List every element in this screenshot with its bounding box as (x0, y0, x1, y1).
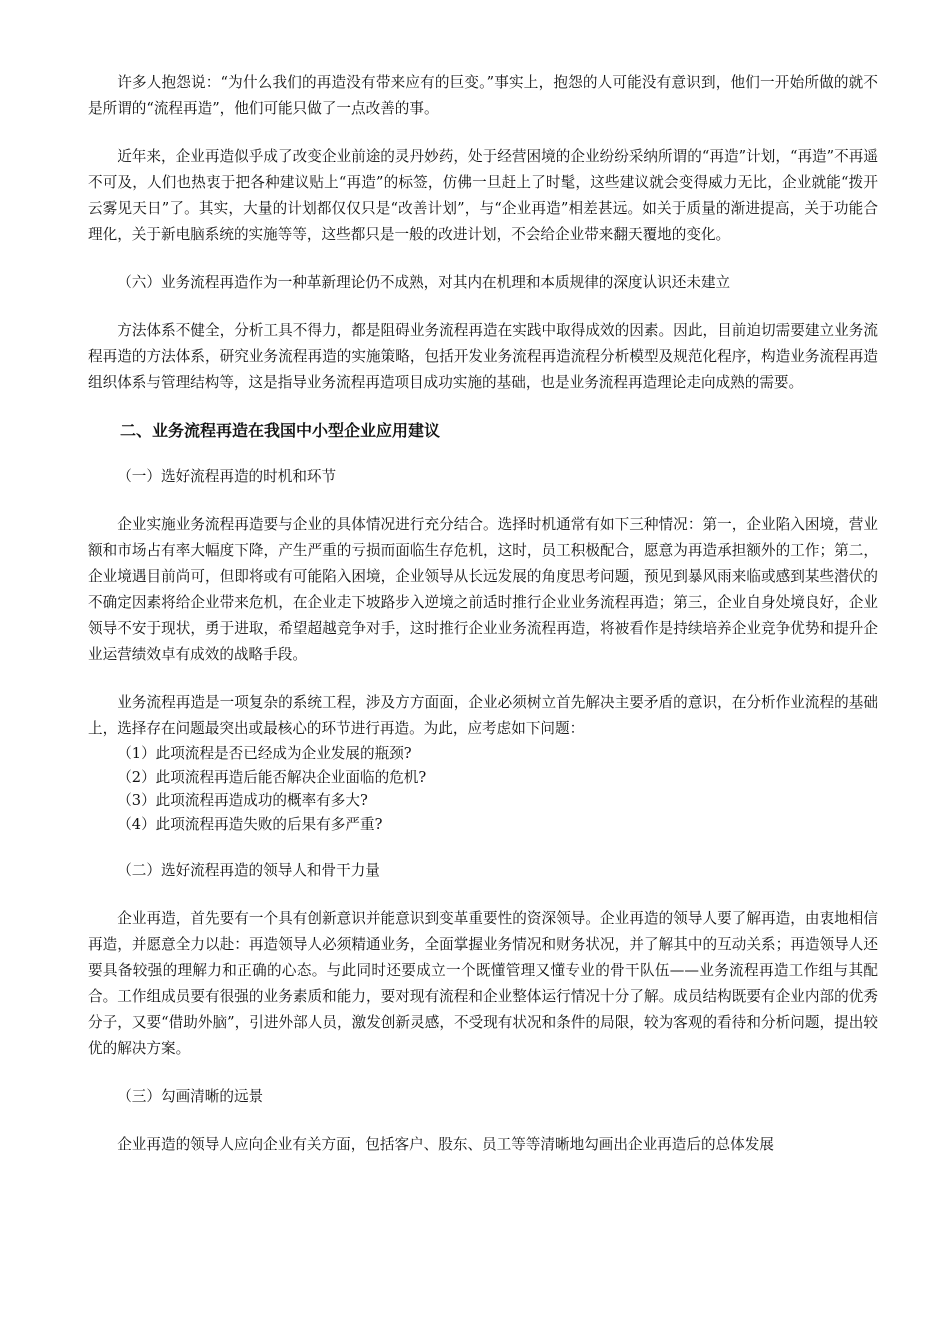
paragraph-reengineering-trend: 近年来，企业再造似乎成了改变企业前途的灵丹妙药，处于经营困境的企业纷纷采纳所谓的“再造”计划，“再造”不再遥不可及，人们也热衷于把各种建议贴上“再造”的标签，仿佛一旦赶上了时髦，这些建议就会变得威力无比，企业就能“拨开云雾见天日”了。其实，大量的计划都仅仅只是“改善计划”，与“企业再造”相差甚远。如关于质量的渐进提高，关于功能合理化，关于新电脑系统的实施等等，这些都只是一般的改进计划，不会给企业带来翻天覆地的变化。 (88, 148, 878, 243)
subheading-one: （一）选好流程再造的时机和环节 (117, 468, 337, 485)
list-item: （1）此项流程是否已经成为企业发展的瓶颈? (117, 745, 412, 762)
paragraph-system-engineering: 业务流程再造是一项复杂的系统工程，涉及方方面面，企业必须树立首先解决主要矛盾的意识，在分析作业流程的基础上，选择存在问题最突出或最核心的环节进行再造。为此，应考虑如下问题： (88, 694, 878, 737)
paragraph-timing: 企业实施业务流程再造要与企业的具体情况进行充分结合。选择时机通常有如下三种情况：第一，企业陷入困境，营业额和市场占有率大幅度下降，产生严重的亏损而面临生存危机，这时，员工积极配合，愿意为再造承担额外的工作；第二，企业境遇目前尚可，但即将或有可能陷入困境，企业领导从长远发展的角度思考问题，预见到暴风雨来临或感到某些潜伏的不确定因素将给企业带来危机，在企业走下坡路步入逆境之前适时推行企业业务流程再造；第三，企业自身处境良好，企业领导不安于现状，勇于进取，希望超越竞争对手，这时推行企业业务流程再造，将被看作是持续培养企业竞争优势和提升企业运营绩效卓有成效的战略手段。 (88, 516, 878, 663)
subheading-six: （六）业务流程再造作为一种革新理论仍不成熟，对其内在机理和本质规律的深度认识还未建立 (117, 274, 731, 291)
document-page (88, 70, 878, 1158)
paragraph-vision: 企业再造的领导人应向企业有关方面，包括客户、股东、员工等等清晰地勾画出企业再造后的总体发展 (117, 1136, 774, 1153)
paragraph-method-system: 方法体系不健全，分析工具不得力，都是阻碍业务流程再造在实践中取得成效的因素。因此，目前迫切需要建立业务流程再造的方法体系，研究业务流程再造的实施策略，包括开发业务流程再造流程分析模型及规范化程序，构造业务流程再造组织体系与管理结构等，这是指导业务流程再造项目成功实施的基础，也是业务流程再造理论走向成熟的需要。 (88, 322, 878, 391)
subheading-three: （三）勾画清晰的远景 (117, 1088, 264, 1105)
list-item: （3）此项流程再造成功的概率有多大? (117, 792, 368, 809)
list-item: （4）此项流程再造失败的后果有多严重? (117, 815, 383, 833)
question-list (88, 742, 878, 836)
list-item: （2）此项流程再造后能否解决企业面临的危机? (117, 768, 427, 786)
paragraph-complaint: 许多人抱怨说：“为什么我们的再造没有带来应有的巨变。”事实上，抱怨的人可能没有意识到，他们一开始所做的就不是所谓的“流程再造”，他们可能只做了一点改善的事。 (88, 74, 878, 117)
section-heading-two: 二、业务流程再造在我国中小型企业应用建议 (120, 421, 441, 440)
subheading-two: （二）选好流程再造的领导人和骨干力量 (117, 862, 380, 879)
paragraph-leadership: 企业再造，首先要有一个具有创新意识并能意识到变革重要性的资深领导。企业再造的领导人要了解再造，由衷地相信再造，并愿意全力以赴：再造领导人必须精通业务，全面掌握业务情况和财务状况，并了解其中的互动关系；再造领导人还要具备较强的理解力和正确的心态。与此同时还要成立一个既懂管理又懂专业的骨干队伍——业务流程再造工作组与其配合。工作组成员要有很强的业务素质和能力，要对现有流程和企业整体运行情况十分了解。成员结构既要有企业内部的优秀分子，又要“借助外脑”，引进外部人员，激发创新灵感，不受现有状况和条件的局限，较为客观的看待和分析问题，提出较优的解决方案。 (88, 910, 878, 1057)
